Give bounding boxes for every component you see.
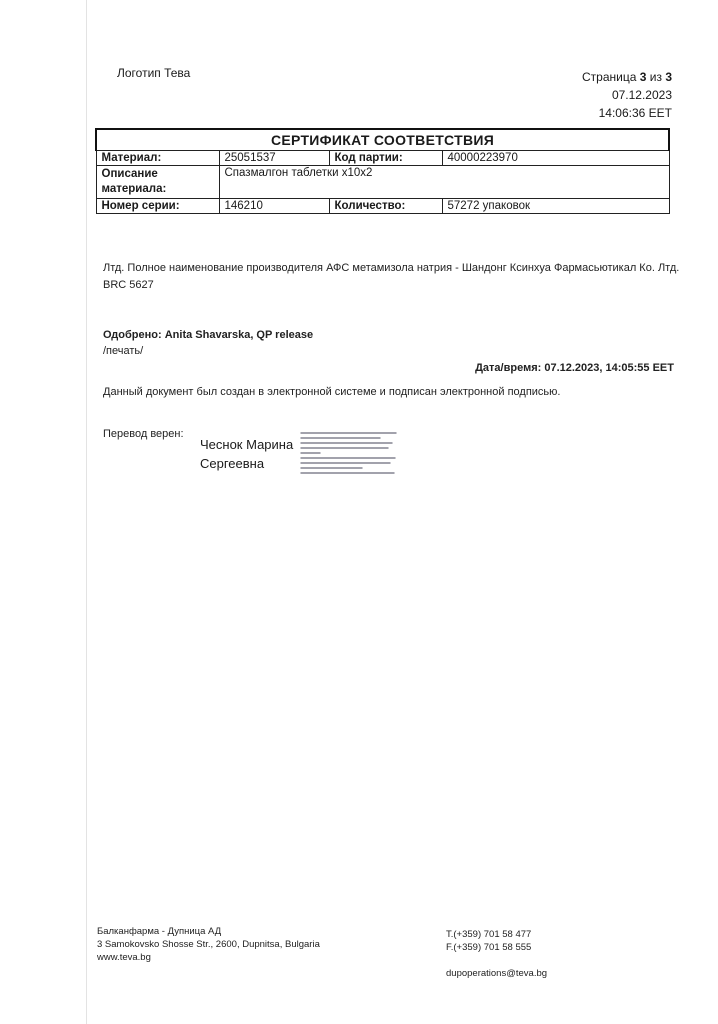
material-label: Материал: (96, 151, 219, 166)
manufacturer-line-1: Лтд. Полное наименование производителя АФС метамизола натрия - Шандонг Ксинхуа Фармасьютикал Ко. Лтд. (103, 262, 680, 274)
page-number (582, 68, 672, 86)
material-value: 25051537 (219, 151, 329, 166)
footer-address: 3 Samokovsko Shosse Str., 2600, Dupnitsa, Bulgaria (97, 939, 320, 950)
batch-label: Код партии: (329, 151, 442, 166)
page-of: из (649, 70, 662, 84)
page-current: 3 (639, 70, 647, 84)
description-label: Описание материала: (96, 166, 219, 199)
certificate-title: СЕРТИФИКАТ СООТВЕТСТВИЯ (96, 129, 669, 151)
digital-signature-block (300, 430, 398, 482)
page-edge-line (86, 0, 87, 1024)
approval-value: Anita Shavarska, QP release (164, 329, 314, 341)
page-prefix: Страница (581, 70, 637, 84)
table-row (96, 151, 669, 166)
page-total: 3 (665, 70, 672, 84)
batch-value: 40000223970 (442, 151, 669, 166)
datetime-line: Дата/время: 07.12.2023, 14:05:55 EET (475, 362, 674, 374)
header-time: 14:06:36 EET (598, 106, 672, 120)
manufacturer-line-2: BRC 5627 (103, 279, 154, 291)
table-row (96, 199, 669, 214)
footer-phone: T.(+359) 701 58 477 (446, 929, 532, 940)
footer-fax: F.(+359) 701 58 555 (446, 942, 532, 953)
translation-label: Перевод верен: (103, 428, 184, 440)
series-label: Номер серии: (96, 199, 219, 214)
description-value: Спазмалгон таблетки x10x2 (219, 166, 669, 199)
series-value: 146210 (219, 199, 329, 214)
logo-placeholder-text: Логотип Тева (117, 66, 191, 80)
footer-company: Балканфарма - Дупница АД (97, 926, 222, 937)
signer-name-line-1: Чеснок Марина (200, 437, 294, 452)
header-date: 07.12.2023 (611, 88, 672, 102)
quantity-value: 57272 упаковок (442, 199, 669, 214)
quantity-label: Количество: (329, 199, 442, 214)
footer-email[interactable]: dupoperations@teva.bg (446, 968, 548, 979)
electronic-signature-note: Данный документ был создан в электронной системе и подписан электронной подписью. (103, 386, 561, 398)
footer-website[interactable]: www.teva.bg (97, 952, 151, 963)
certificate-table (95, 128, 670, 214)
signer-name-line-2: Сергеевна (200, 456, 265, 471)
stamp-note: /печать/ (103, 345, 144, 357)
approval-label: Одобрено: (103, 329, 162, 341)
approval-line (103, 327, 313, 344)
table-row (96, 166, 669, 199)
